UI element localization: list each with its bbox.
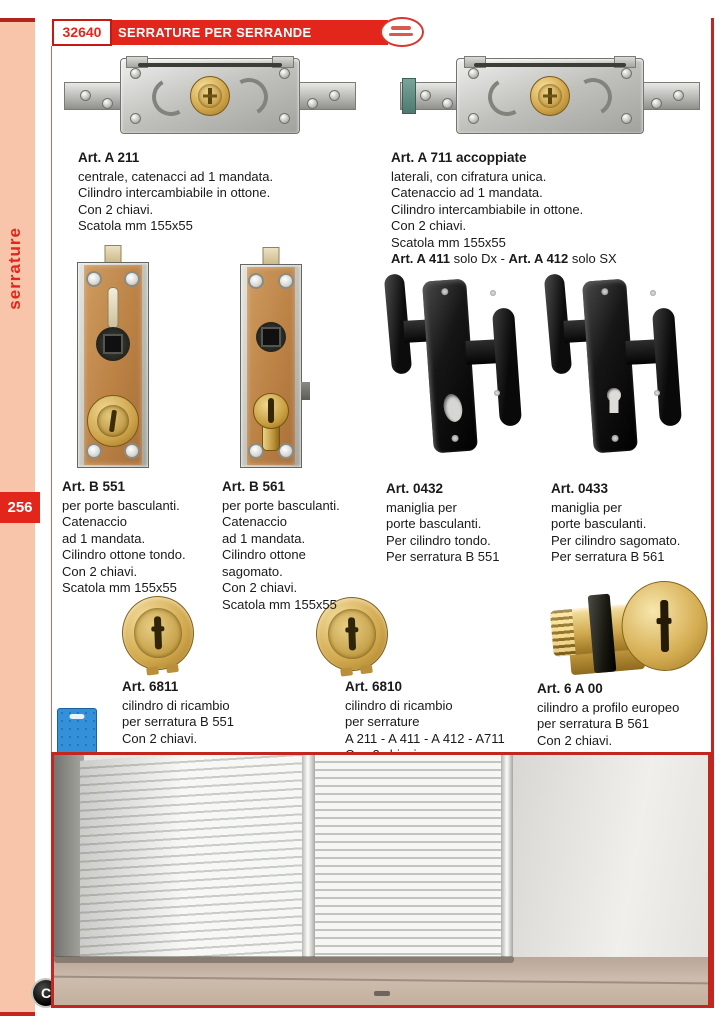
latch-bar [474, 63, 626, 67]
rivet [307, 98, 318, 109]
product-desc-line: laterali, con cifratura unica. [391, 168, 547, 184]
product-desc [551, 500, 719, 566]
product-title: Art. 0432 [386, 481, 444, 496]
photo-shutter-middle [315, 755, 501, 958]
page-number-badge: 256 [0, 492, 40, 523]
euro-cylinder-stem [262, 426, 280, 451]
product-title: Art. A 711 accoppiate [391, 150, 527, 165]
product-desc-line: Per cilindro tondo. [386, 532, 491, 548]
screw-hole [248, 273, 264, 289]
brass-cylinder [530, 76, 570, 116]
rivet [621, 68, 632, 79]
photo-wall [513, 755, 708, 973]
product-desc-line: per serrature [345, 714, 420, 729]
product-desc-line: Per serratura B 561 [551, 549, 665, 564]
lock-a711-image [400, 56, 700, 136]
brand-logo-icon [380, 17, 424, 47]
screw-hole [86, 443, 102, 459]
rivet [420, 90, 431, 101]
keyway [660, 600, 669, 652]
screw-hole [124, 443, 140, 459]
product-desc-line: Scatola mm 155x55 [78, 218, 193, 233]
screw-hole [278, 443, 294, 459]
keyway [203, 95, 217, 98]
photo-drain [374, 991, 390, 996]
product-desc [222, 498, 382, 614]
side-clip [402, 78, 416, 114]
product-title: Art. 6811 [122, 679, 179, 694]
product-desc-line: maniglia per [386, 499, 457, 515]
product-a711-text [391, 150, 703, 268]
square-spindle-hole [256, 322, 286, 352]
product-desc-line: Con 2 chiavi. [537, 732, 613, 748]
handle-grip [652, 307, 682, 426]
keyway [154, 616, 162, 650]
side-latch [301, 382, 310, 400]
page-frame-line-left [51, 46, 52, 752]
rivet [102, 98, 113, 109]
handle-grip [492, 307, 522, 426]
product-desc-line: per serratura B 561 [537, 716, 650, 731]
product-0433-text [551, 481, 719, 566]
product-desc-line: Cilindro intercambiabile in ottone. [78, 185, 271, 200]
keyway [543, 95, 557, 98]
product-a211-text [78, 150, 368, 235]
product-desc [386, 500, 546, 566]
product-6811-text [122, 679, 322, 747]
screw [654, 390, 660, 396]
product-desc-line: Scatola mm 155x55 [222, 596, 337, 612]
product-desc-line: cilindro di ricambio [345, 697, 453, 713]
product-desc-line: per porte basculanti. [222, 497, 340, 513]
lock-b551-image [77, 262, 149, 468]
screw [490, 290, 496, 296]
product-desc-line: Con 2 chiavi. [122, 730, 198, 746]
section-code: 32640 [52, 19, 112, 46]
handle-0433-image [546, 268, 678, 464]
sidebar-category-label: serrature [5, 227, 24, 310]
rivet [329, 90, 340, 101]
screw [451, 435, 458, 442]
cylinder-tab [360, 665, 373, 674]
screw-hole [278, 273, 294, 289]
product-desc-line: per serratura B 551 [122, 714, 235, 729]
rivet [442, 98, 453, 109]
inline-article-ref: solo Dx - [450, 251, 509, 266]
rivet [279, 68, 290, 79]
product-desc-line: Cilindro intercambiabile in ottone. [391, 201, 584, 217]
product-desc-line: sagomato. [222, 563, 283, 579]
screw [441, 288, 448, 295]
cylinder-6a00-image [548, 577, 712, 686]
product-title: Art. 6 A 00 [537, 681, 603, 696]
screw-hole [86, 271, 102, 287]
product-desc-line: Cilindro ottone tondo. [62, 547, 186, 562]
product-desc-line: porte basculanti. [551, 516, 647, 531]
brass-cylinder [190, 76, 230, 116]
product-desc-line [391, 251, 703, 268]
inline-article-ref: solo SX [568, 251, 617, 266]
cylinder-tab [166, 664, 179, 673]
screw [601, 288, 608, 295]
photo-guide-rail [302, 755, 315, 963]
product-desc-line: Con 2 chiavi. [78, 201, 154, 217]
product-desc-line: Con 2 chiavi. [391, 218, 467, 233]
rivet [673, 90, 684, 101]
screw-hole [124, 271, 140, 287]
screw [494, 390, 500, 396]
latch-bar [138, 63, 282, 67]
product-desc-line: Cilindro ottone [222, 547, 306, 562]
product-desc [122, 698, 322, 748]
photo-shadow [54, 956, 514, 963]
product-desc-line: centrale, catenacci ad 1 mandata. [78, 168, 274, 184]
product-desc-line: per porte basculanti. [62, 497, 180, 513]
product-desc-line: Catenaccio [222, 514, 288, 529]
product-desc [78, 169, 368, 235]
product-title: Art. 0433 [551, 481, 609, 496]
product-desc-line: cilindro a profilo europeo [537, 699, 680, 715]
product-desc-line: Scatola mm 155x55 [391, 234, 506, 250]
cylinder-tab [340, 667, 353, 676]
rivet [468, 68, 479, 79]
product-desc [391, 169, 703, 268]
square-spindle-hole [96, 327, 130, 361]
product-desc-line: Con 2 chiavi. [62, 563, 138, 579]
section-title: SERRATURE PER SERRANDE [118, 25, 312, 40]
product-title: Art. 6810 [345, 679, 403, 694]
product-desc-line: Catenaccio ad 1 mandata. [391, 185, 543, 200]
copyright-logo: C [33, 980, 59, 1006]
handle-plate [582, 279, 638, 454]
product-desc-line: Con 2 chiavi. [222, 580, 298, 595]
product-title: Art. A 211 [78, 150, 140, 165]
product-6a00-text [537, 681, 717, 749]
product-title: Art. B 561 [222, 479, 286, 494]
product-desc-line: Catenaccio [62, 514, 128, 529]
cylinder-tab [146, 666, 159, 675]
rivet [651, 98, 662, 109]
product-title: Art. B 551 [62, 479, 126, 494]
product-b561-text [222, 479, 382, 613]
cylinder-ridges [550, 609, 576, 657]
bolt-slot [108, 287, 119, 329]
inline-article-ref: Art. A 412 [508, 251, 569, 266]
product-b551-text [62, 479, 220, 597]
product-desc [537, 700, 717, 750]
product-desc-line: cilindro di ricambio [122, 697, 230, 713]
rivet [130, 68, 141, 79]
product-6810-text [345, 679, 535, 764]
euro-brass-cylinder [253, 393, 289, 429]
product-0432-text [386, 481, 546, 566]
rivet [621, 113, 632, 124]
rivet [80, 90, 91, 101]
screw [650, 290, 656, 296]
product-desc-line: porte basculanti. [386, 516, 482, 531]
product-desc-line: Per cilindro sagomato. [551, 532, 681, 548]
rivet [279, 113, 290, 124]
product-desc-line: ad 1 mandata. [62, 530, 146, 546]
photo-shutter-left [80, 752, 306, 981]
handle-plate [422, 279, 478, 454]
packaging-bag-icon [57, 708, 97, 756]
keyway [348, 617, 356, 651]
screw [611, 435, 618, 442]
product-desc-line: Per serratura B 551 [386, 549, 500, 564]
lock-b561-image [240, 264, 302, 468]
inline-article-ref: Art. A 411 [391, 251, 451, 266]
shaped-cylinder-hole [607, 388, 621, 402]
rivet [130, 113, 141, 124]
product-desc-line: maniglia per [551, 499, 622, 515]
cylinder-6811-image [118, 592, 198, 674]
shutter-photo [51, 752, 711, 1008]
product-desc-line: Scatola mm 155x55 [62, 580, 177, 595]
product-desc [62, 498, 220, 597]
rivet [468, 113, 479, 124]
product-desc-line: ad 1 mandata. [222, 530, 306, 546]
photo-guide-rail [501, 755, 513, 961]
handle-0432-image [386, 268, 518, 464]
lock-a211-image [64, 56, 356, 136]
product-desc-line: A 211 - A 411 - A 412 - A711 [345, 730, 505, 746]
